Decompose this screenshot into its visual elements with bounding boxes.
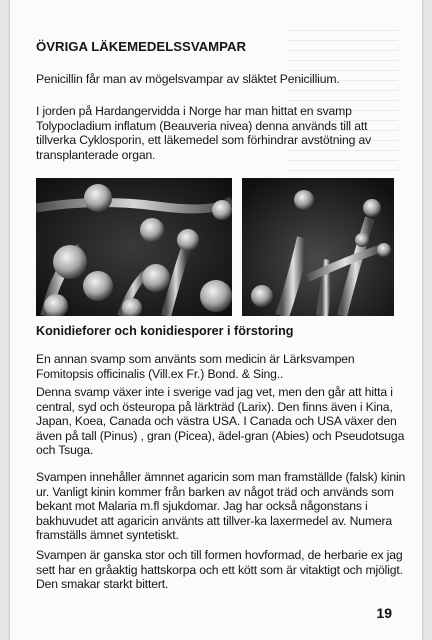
paragraph-penicillin: Penicillin får man av mögelsvampar av släktet Penicillium. bbox=[36, 72, 340, 86]
page-number: 19 bbox=[376, 605, 392, 621]
paragraph-distribution: Denna svamp växer inte i sverige vad jag vet, men den går att hitta i central, syd och östeuropa på lärkträd (Larix). Den finns även i Kina, Japan, Koea, Canada och västra USA. I Canada och USA växer den även på tall (Pinus) , gran (Picea), ädel-gran (Abies) och Pseudotsuga och Tsuga. bbox=[36, 385, 405, 458]
micrograph-left bbox=[36, 178, 232, 316]
document-page bbox=[10, 0, 422, 640]
paragraph-agaricin: Svampen innehåller ämnnet agaricin som man framställde (falsk) kinin ur. Vanligt kinin kommer från barken av något träd och används som bekant mot Malaria m.fl sjukdomar. Jag har också någonstans i bakhuvudet att agaricin använts att tillver-ka laxermedel av. Numera framställs ämnet syntetiskt. bbox=[36, 470, 406, 543]
figure-caption: Konidieforer och konidiesporer i förstoring bbox=[36, 324, 294, 338]
paragraph-description: Svampen är ganska stor och till formen hovformad, de herbarie ex jag sett har en gråaktig hattskorpa och ett kött som är vitaktigt och mjöligt. Den smakar starkt bittert. bbox=[36, 548, 403, 592]
page-title: ÖVRIGA LÄKEMEDELSSVAMPAR bbox=[36, 39, 247, 54]
paragraph-larksvamp: En annan svamp som använts som medicin är Lärksvampen Fomitopsis officinalis (Vill.ex Fr.) Bond. & Sing.. bbox=[36, 352, 355, 381]
paragraph-tolypocladium: I jorden på Hardangervidda i Norge har man hittat en svamp Tolypocladium inflatum (Beauveria nivea) denna används till att tillverka Cyklosporin, ett läkemedel som förhindrar avstötning av transplanterade organ. bbox=[36, 104, 372, 162]
micrograph-right bbox=[242, 178, 394, 316]
